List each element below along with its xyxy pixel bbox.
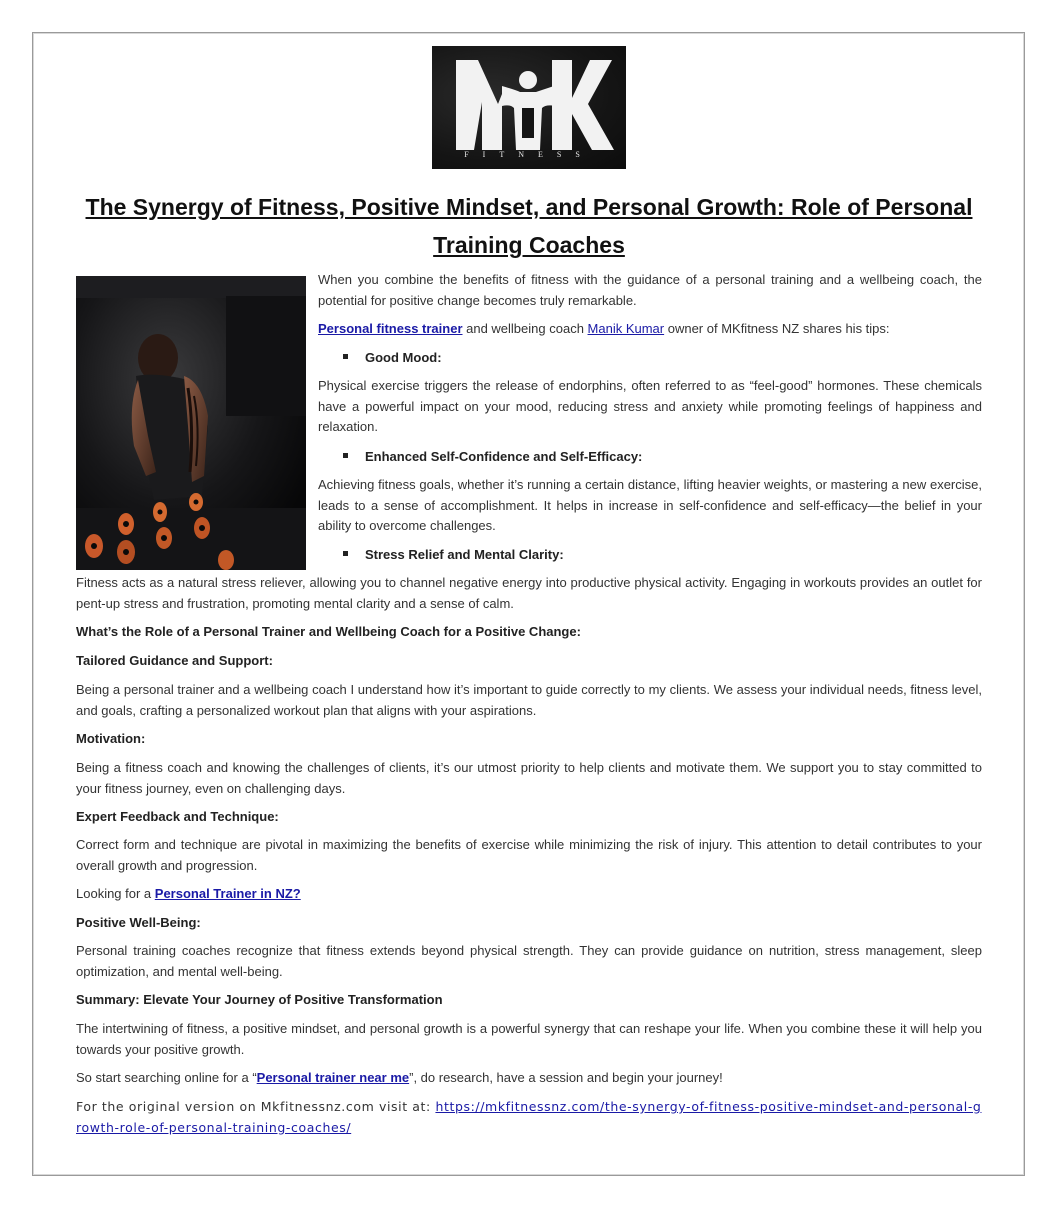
self-confidence-paragraph: Achieving fitness goals, whether it’s running a certain distance, lifting heavier weights, or mastering a new exercise, leads to a sense of accomplishment. It helps in increase in self-confidence and self-efficacy—the belief in your ability to overcome challenges.: [318, 477, 982, 533]
stress-relief-paragraph: Fitness acts as a natural stress reliever, allowing you to channel negative energy into productive physical activity. Engaging in workouts provides an outlet for pent-up stress and frustration, promoting mental clarity and a sense of calm.: [76, 575, 982, 611]
tips-line: [318, 319, 982, 340]
section-heading: Tailored Guidance and Support:: [76, 653, 273, 668]
section-paragraph: Being a fitness coach and knowing the challenges of clients, it’s our utmost priority to help clients and motivate them. We support you to stay committed to your fitness journey, even on challenging days.: [76, 760, 982, 796]
logo-subtitle: FITNESS: [464, 150, 594, 159]
section-heading: Expert Feedback and Technique:: [76, 809, 279, 824]
summary-paragraph: The intertwining of fitness, a positive mindset, and personal growth is a powerful synergy that can reshape your life. When you combine these it will help you towards your positive growth.: [76, 1021, 982, 1057]
section-paragraph: Personal training coaches recognize that fitness extends beyond physical strength. They can provide guidance on nutrition, stress management, sleep optimization, and mental well-being.: [76, 943, 982, 979]
summary-heading: Summary: Elevate Your Journey of Positive Transformation: [76, 992, 443, 1007]
looking-line: [76, 884, 982, 905]
original-prefix: For the original version on Mkfitnessnz.com visit at:: [76, 1099, 436, 1114]
bullet-stress-relief: [343, 545, 564, 565]
trainer-photo: [76, 276, 306, 570]
bullet-label: Good Mood:: [365, 350, 442, 365]
personal-trainer-near-me-link[interactable]: Personal trainer near me: [256, 1070, 410, 1085]
tips-line-end: owner of MKfitness NZ shares his tips:: [664, 321, 890, 336]
good-mood-paragraph: Physical exercise triggers the release of endorphins, often referred to as “feel-good” hormones. These chemicals have a powerful impact on your mood, reducing stress and anxiety while promoting feelings of happiness and relaxation.: [318, 378, 982, 434]
bullet-good-mood: [343, 348, 442, 368]
tips-line-mid: and wellbeing coach: [462, 321, 588, 336]
role-heading: What’s the Role of a Personal Trainer and Wellbeing Coach for a Positive Change:: [76, 624, 581, 639]
section-heading: Positive Well-Being:: [76, 915, 201, 930]
search-line: [76, 1068, 982, 1089]
original-url-link[interactable]: https://mkfitnessnz.com/the-synergy-of-fitness-positive-mindset-and-personal-growth-role-of-personal-training-coaches/: [76, 1099, 982, 1135]
page-title: The Synergy of Fitness, Positive Mindset, and Personal Growth: Role of Personal Training Coaches: [85, 194, 973, 258]
intro-paragraph: When you combine the benefits of fitness with the guidance of a personal training and a wellbeing coach, the potential for positive change becomes truly remarkable.: [318, 272, 982, 308]
section-heading: Motivation:: [76, 731, 146, 746]
personal-fitness-trainer-link[interactable]: Personal fitness trainer: [318, 321, 463, 336]
manik-kumar-link[interactable]: Manik Kumar: [587, 321, 665, 336]
bullet-self-confidence: [343, 447, 642, 467]
bullet-label: Enhanced Self-Confidence and Self-Efficacy:: [365, 449, 643, 464]
section-paragraph: Correct form and technique are pivotal in maximizing the benefits of exercise while minimizing the risk of injury. This attention to detail contributes to your overall growth and progression.: [76, 837, 982, 873]
section-paragraph: Being a personal trainer and a wellbeing coach I understand how it’s important to guide correctly to my clients. We assess your individual needs, fitness level, and goals, crafting a personalized workout plan that aligns with your aspirations.: [76, 682, 982, 718]
original-version-line: [76, 1097, 982, 1138]
search-prefix: So start searching online for a “: [76, 1070, 257, 1085]
bullet-square-icon: [343, 453, 348, 458]
bullet-label: Stress Relief and Mental Clarity:: [365, 547, 564, 562]
bullet-square-icon: [343, 354, 348, 359]
personal-trainer-nz-link[interactable]: Personal Trainer in NZ?: [154, 886, 301, 901]
search-suffix: ”, do research, have a session and begin your journey!: [409, 1070, 723, 1085]
mk-fitness-logo: [432, 46, 626, 169]
looking-prefix: Looking for a: [76, 886, 155, 901]
bullet-square-icon: [343, 551, 348, 556]
